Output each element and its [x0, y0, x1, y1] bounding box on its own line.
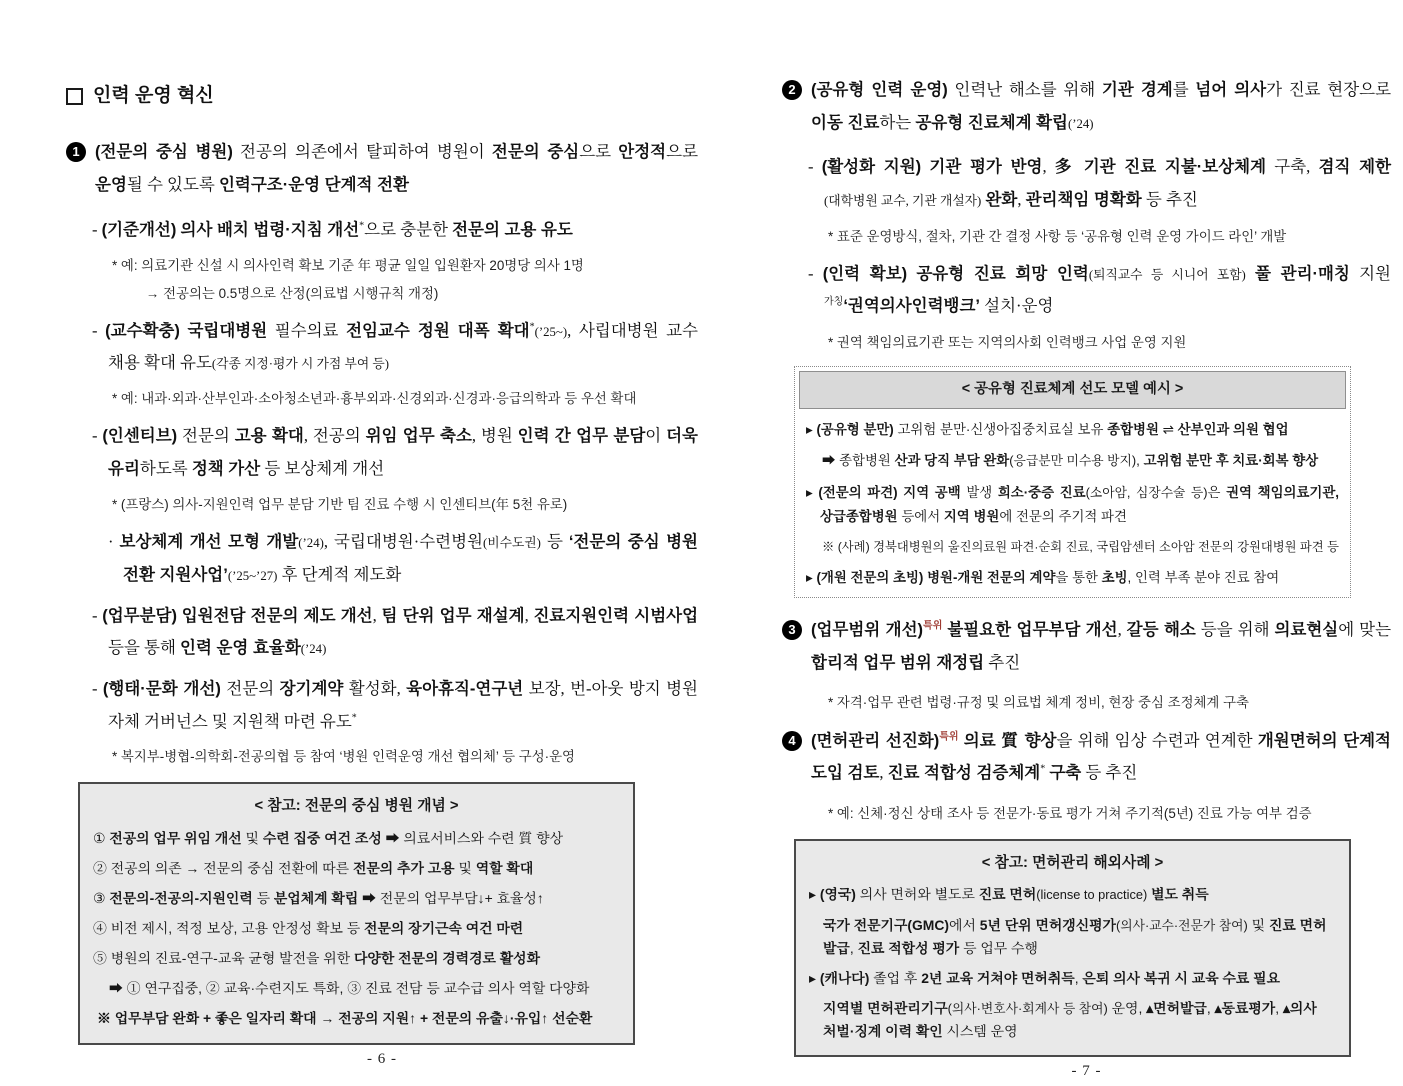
- item-number-badge: 3: [782, 620, 802, 640]
- text-run: ,: [1074, 969, 1083, 986]
- reference-box-line: [93, 917, 620, 940]
- sub-item-marker: -: [808, 263, 823, 283]
- reference-box-line: [93, 887, 620, 910]
- text-run: ▴의사 처벌·징계 이력 확인: [823, 999, 1317, 1039]
- text-run: ,: [1117, 620, 1127, 640]
- reference-box-title: < 참고: 전문의 중심 병원 개념 >: [254, 798, 459, 815]
- text-run: 국립대병원: [187, 321, 268, 340]
- sub-item: [92, 673, 698, 737]
- text-run: 이동 진료: [811, 113, 880, 132]
- text-run: ,: [1017, 190, 1026, 210]
- text-run: *: [351, 712, 357, 724]
- page-7: [706, 0, 1403, 1079]
- page-6-content: [66, 78, 698, 1045]
- text-run: 졸업 후: [869, 969, 922, 986]
- text-run: 될 수 있도록: [126, 175, 219, 195]
- text-run: , 병원: [471, 425, 518, 445]
- example-box-title: < 공유형 진료체계 선도 모델 예시 >: [799, 371, 1346, 409]
- reference-box-line: [823, 997, 1336, 1043]
- text-run: 인력 운영 효율화: [180, 639, 301, 658]
- item-number-badge: 1: [66, 142, 86, 162]
- example-box-line: [806, 481, 1339, 530]
- text-run: ③: [93, 890, 110, 907]
- text-run: 분업체계 확립: [273, 890, 359, 907]
- text-run: * 예: 내과·외과·산부인과·소아청소년과·흉부외과·신경외과·신경과·응급의학과 등 우선 확대: [112, 390, 637, 406]
- text-run: 고위험 분만·신생아집중치료실 보유: [893, 421, 1108, 437]
- text-run: (개원 전문의 초빙): [816, 569, 924, 585]
- text-run: 전문의: [177, 425, 235, 445]
- text-run: (퇴직교수 등 시니어 포함): [1088, 267, 1246, 282]
- text-run: 전문의 장기근속 여건 마련: [364, 920, 524, 937]
- text-run: 은퇴 의사 복귀 시 교육 수료 필요: [1082, 969, 1281, 986]
- item-number-badge: 2: [782, 80, 802, 100]
- text-run: ➡ 의료서비스와 수련 質 향상: [381, 830, 564, 846]
- text-run: * 예: 의료기관 신설 시 의사인력 확보 기준 年 평균 일일 입원환자 20명당 의사 1명: [112, 258, 584, 274]
- reference-box-line: [823, 914, 1336, 960]
- text-run: 합리적 업무 범위 재정립: [811, 653, 985, 672]
- numbered-item: [782, 725, 1391, 790]
- text-run: 및: [1247, 916, 1269, 933]
- text-run: ,: [1136, 453, 1144, 469]
- text-run: 전문의 고용 유도: [452, 220, 573, 239]
- text-run: 지역 공백: [903, 484, 961, 500]
- numbered-item: [782, 614, 1391, 679]
- text-run: ,: [524, 605, 534, 625]
- text-run: ▴면허발급: [1146, 999, 1207, 1016]
- numbered-item: [66, 136, 698, 201]
- text-run: 후 단계적 제도화: [277, 565, 402, 585]
- text-run: 더욱 유리: [108, 426, 698, 478]
- numbered-item-text: [811, 725, 1391, 790]
- text-run: (캐나다): [819, 969, 870, 986]
- text-run: , 국립대병원·수련병원: [323, 532, 483, 552]
- text-run: 고위험 분만 후 치료·회복 향상: [1143, 453, 1319, 469]
- text-run: ,: [1042, 157, 1055, 177]
- text-run: 입원전담 전문의 제도 개선: [181, 606, 373, 625]
- numbered-item-text: [95, 136, 698, 201]
- text-run: * 자격·업무 관련 법령·규정 및 의료법 체계 정비, 현장 중심 조정체계 구축: [828, 695, 1249, 711]
- reference-box-line: [97, 1007, 620, 1030]
- text-run: 등에서: [897, 508, 944, 524]
- text-run: [907, 264, 916, 283]
- text-run: 겸직 제한: [1318, 158, 1392, 177]
- text-run: ④ 비전 제시, 적정 보상, 고용 안정성 확보 등: [93, 920, 365, 937]
- text-run: 설치·운영: [980, 296, 1054, 316]
- text-run: 초빙: [1101, 569, 1128, 585]
- text-run: 활성화,: [343, 679, 407, 699]
- text-run: ⑤ 병원의 진료-연구-교육 균형 발전을 위한: [93, 950, 354, 967]
- text-run: (전문의 파견): [818, 484, 898, 500]
- text-run: (전문의 중심 병원): [95, 143, 233, 162]
- text-run: 진료 면허 발급: [823, 916, 1327, 956]
- text-run: 등 추진: [1081, 763, 1138, 783]
- text-run: 의사 배치 법령·지침 개선: [180, 220, 360, 239]
- text-run: 으로: [666, 142, 699, 162]
- text-run: 및: [454, 860, 476, 877]
- text-run: 진료 면허: [978, 886, 1037, 903]
- text-run: 개원면허의 단계적 도입 검토: [811, 731, 1391, 783]
- text-run: (소아암, 심장수술 등): [1085, 484, 1208, 500]
- text-run: (’25~’27): [227, 569, 278, 584]
- text-run: 보상체계 개선 모형 개발: [119, 533, 299, 552]
- text-run: ⇌: [1158, 421, 1178, 437]
- text-run: 전문의 중심: [491, 143, 580, 162]
- text-run: (공유형 분만): [816, 421, 894, 437]
- reference-box-line: [93, 947, 620, 970]
- text-run: 수련 집중 여건 조성: [262, 830, 382, 846]
- text-run: 별도 취득: [1151, 886, 1209, 903]
- text-run: (대학병원 교수, 기관 개설자): [824, 194, 982, 209]
- text-run: 보장, 번-아웃 방지 병원 자체 거버넌스 및 지원책 마련 유도: [108, 679, 698, 731]
- text-run: ② 전공의 의존 → 전문의 중심 전환에 따른: [93, 860, 353, 877]
- text-run: 진료지원인력 시범사업: [533, 606, 699, 625]
- text-run: 전공의 업무 위임 개선: [109, 830, 242, 846]
- example-box: [794, 366, 1351, 598]
- text-run: 등 보상체계 개선: [260, 458, 385, 478]
- footnote: [828, 331, 1391, 354]
- text-run: 지역별 면허관리기구: [823, 999, 948, 1016]
- text-run: 넘어 의사: [1195, 81, 1267, 99]
- sub-item-marker: -: [92, 679, 103, 699]
- text-run: 종합병원: [1107, 421, 1159, 437]
- text-run: 필수의료: [267, 320, 347, 340]
- footnote: [828, 802, 1391, 825]
- text-run: * 권역 책임의료기관 또는 지역의사회 인력뱅크 사업 운영 지원: [828, 335, 1187, 351]
- text-run: 국가 전문기구(GMC): [823, 916, 950, 933]
- text-run: 공유형 진료 희망 인력: [916, 264, 1089, 283]
- page-number: - 7 -: [1071, 1062, 1102, 1079]
- example-box-line: [822, 449, 1339, 473]
- text-run: ▸: [806, 484, 819, 500]
- text-run: [1246, 264, 1255, 283]
- text-run: 의료 質 향상: [963, 731, 1057, 750]
- footnote: [146, 282, 698, 305]
- text-run: 면허갱신평가: [1035, 916, 1116, 933]
- text-run: ➡ ① 연구집중, ② 교육·수련지도 특화, ③ 진료 전담 등 교수급 의사 역할 다양화: [109, 980, 590, 997]
- text-run: 기관 평가 반영: [929, 158, 1043, 177]
- text-run: 전임교수 정원 대폭 확대: [346, 321, 530, 340]
- text-run: [1075, 157, 1083, 176]
- text-run: *: [1040, 763, 1046, 775]
- text-run: 등: [252, 890, 274, 907]
- reference-box-line: [93, 827, 620, 850]
- text-run: (행태·문화 개선): [102, 680, 221, 699]
- text-run: 등을 위해: [1195, 620, 1275, 640]
- text-run: ,: [372, 605, 382, 625]
- text-run: ▴동료평가: [1214, 999, 1276, 1016]
- text-run: *: [529, 321, 535, 333]
- text-run: ➡ 전문의 업무부담↓+ 효율성↑: [358, 890, 544, 907]
- text-run: * 표준 운영방식, 절차, 기관 간 결정 사항 등 ‘공유형 인력 운영 가이드 라인’ 개발: [828, 228, 1287, 244]
- text-run: ,: [1275, 999, 1283, 1016]
- text-run: 등: [540, 532, 569, 552]
- reference-box-title: < 참고: 면허관리 해외사례 >: [981, 854, 1164, 871]
- text-run: 진료 적합성 검증체계: [887, 764, 1041, 783]
- text-run: 등을 통해: [108, 638, 181, 658]
- example-box-line: [806, 418, 1339, 442]
- text-run: 진료 적합성 평가: [857, 939, 960, 956]
- text-run: 관리책임 명확화: [1025, 191, 1142, 210]
- sub-item: [808, 151, 1391, 216]
- numbered-item-text: [811, 614, 1391, 679]
- text-run: (업무범위 개선): [811, 621, 924, 640]
- text-run: 에 전문의 주기적 파견: [999, 508, 1127, 524]
- text-run: (활성화 지원): [821, 158, 922, 177]
- text-run: 역할 확대: [475, 860, 534, 877]
- footnote: [112, 387, 698, 410]
- text-run: (응급분만 미수용 방지): [1009, 453, 1137, 469]
- text-run: ‘권역의사인력뱅크’: [843, 297, 981, 316]
- text-run: 구축,: [1266, 157, 1319, 177]
- reference-box: [794, 839, 1351, 1057]
- text-run: 장기계약: [279, 680, 344, 699]
- text-run: 인력구조·운영 단계적 전환: [218, 176, 409, 195]
- text-run: (비수도권): [482, 536, 541, 551]
- text-run: 을 통한: [1055, 569, 1102, 585]
- text-run: 전문의-전공의-지원인력: [109, 890, 253, 907]
- text-run: , 전공의: [303, 425, 366, 445]
- text-run: 전공의 의존에서 탈피하여 병원이: [232, 142, 492, 162]
- sub-item-marker: -: [92, 605, 103, 625]
- footnote: [112, 254, 698, 277]
- text-run: 으로: [579, 142, 619, 162]
- text-run: 다양한 전문의 경력경로 활성화: [354, 950, 541, 967]
- text-run: 에서: [949, 916, 980, 933]
- text-run: 의사 면허와 별도로: [855, 886, 979, 903]
- footnote: [828, 225, 1391, 248]
- text-run: 기관 경계: [1101, 81, 1173, 99]
- text-run: 시스템 운영: [942, 1022, 1018, 1039]
- text-run: (의사·교수·전문가 참여): [1115, 917, 1248, 933]
- text-run: ,: [1206, 999, 1215, 1016]
- sub-item-marker: -: [92, 320, 106, 340]
- text-run: 구축: [1049, 764, 1082, 783]
- text-run: ➡ 종합병원: [822, 453, 895, 469]
- text-run: ※ 업무부담 완화 + 좋은 일자리 확대 → 전공의 지원↑ + 전문의 유출↓·유입↑ 선순환: [97, 1010, 593, 1027]
- text-run: ▸: [809, 969, 820, 986]
- text-run: 권역 책임의료기관, 상급종합병원: [820, 484, 1339, 524]
- text-run: (인센티브): [102, 426, 178, 445]
- text-run: 5년 단위: [979, 916, 1032, 933]
- text-run: 전문의: [220, 679, 280, 699]
- reference-box-line: [93, 857, 620, 880]
- sub-item: [92, 600, 698, 665]
- page-7-content: [782, 74, 1391, 1057]
- text-run: (각종 지정·평가 시 가점 부여 등): [211, 357, 390, 372]
- sub-item: [92, 420, 698, 485]
- text-run: 을 위해 임상 수련과 연계한: [1056, 730, 1258, 750]
- section-title: [66, 78, 698, 114]
- text-run: 운영: [95, 176, 127, 195]
- text-run: 고용 확대: [234, 426, 304, 445]
- text-run: 지역 병원: [943, 508, 1000, 524]
- page-number: - 6 -: [367, 1050, 397, 1067]
- text-run: 인력 간 업무 분담: [517, 426, 646, 445]
- text-run: 병원-개원 전문의 계약: [927, 569, 1056, 585]
- text-run: 추진: [984, 652, 1021, 672]
- example-box-content: [799, 409, 1346, 593]
- text-run: 가칭: [824, 296, 844, 308]
- square-bullet-icon: [66, 88, 83, 105]
- text-run: 및: [241, 830, 263, 846]
- text-run: 지원: [1349, 263, 1391, 283]
- text-run: 위임 업무 축소: [365, 426, 472, 445]
- text-run: (’24): [1067, 116, 1094, 131]
- text-run: (면허관리 선진화): [811, 731, 940, 750]
- sub-item: [808, 258, 1391, 323]
- text-run: 으로 충분한: [364, 219, 453, 239]
- text-run: 풀 관리·매칭: [1255, 264, 1350, 283]
- text-run: 육아휴직-연구년: [406, 680, 524, 699]
- text-run: 등 업무 수행: [959, 939, 1038, 956]
- text-run: (기준개선): [101, 220, 177, 239]
- text-run: ※ (사례) 경북대병원의 울진의료원 파견·순회 진료, 국립암센터 소아암 전문의 강원대병원 파견 등: [822, 540, 1339, 555]
- text-run: 희소·중증 진료: [997, 484, 1086, 500]
- text-run: 인력 운영 혁신: [93, 85, 214, 106]
- sub-item-marker: ·: [108, 532, 120, 552]
- text-run: (’24): [298, 536, 324, 551]
- text-run: ①: [93, 830, 110, 846]
- text-run: 多: [1054, 158, 1076, 177]
- text-run: ▸: [806, 569, 817, 585]
- text-run: (교수확충): [105, 321, 180, 340]
- sub-item: [108, 526, 698, 591]
- text-run: 정책 가산: [191, 459, 261, 478]
- reference-box-line: [809, 883, 1336, 906]
- sub-item: [92, 214, 698, 247]
- text-run: (’24): [300, 642, 327, 657]
- text-run: (인력 확보): [822, 264, 908, 283]
- text-run: 공유형 진료체계 확립: [915, 113, 1068, 132]
- text-run: *: [359, 220, 365, 232]
- numbered-item: [782, 74, 1391, 139]
- example-box-line: [822, 536, 1339, 558]
- text-run: 은: [1207, 484, 1227, 500]
- text-run: 의료현실: [1274, 621, 1339, 640]
- text-run: 불필요한 업무부담 개선: [947, 621, 1118, 640]
- text-run: ,: [879, 763, 888, 783]
- footnote: [828, 691, 1391, 714]
- sub-item-marker: -: [92, 219, 102, 239]
- text-run: 운영,: [1107, 999, 1147, 1016]
- reference-box: [78, 782, 635, 1044]
- example-box-line: [806, 566, 1339, 590]
- text-run: 에 맞는: [1338, 620, 1392, 640]
- text-run: , 인력 부족 분야 진료 참여: [1127, 569, 1280, 585]
- reference-box-line: [809, 967, 1336, 990]
- text-run: (영국): [819, 886, 856, 903]
- text-run: ▸: [809, 886, 820, 903]
- sub-item-marker: -: [92, 425, 103, 445]
- text-run: 팀 단위 업무 재설계: [381, 606, 525, 625]
- text-run: 특위: [923, 620, 943, 632]
- item-number-badge: 4: [782, 731, 802, 751]
- text-run: 2년 교육 거쳐야 면허취득: [921, 969, 1075, 986]
- sub-item: [92, 315, 698, 379]
- text-run: 특위: [939, 731, 959, 742]
- text-run: 안정적: [618, 143, 667, 162]
- text-run: ,: [849, 939, 858, 956]
- text-run: 기관 진료 지불·보상체계: [1083, 158, 1267, 177]
- text-run: → 전공의는 0.5명으로 산정(의료법 시행규칙 개정): [146, 285, 439, 301]
- footnote: [112, 493, 698, 516]
- text-run: 전문의 추가 고용: [352, 860, 455, 877]
- text-run: (공유형 인력 운영): [811, 81, 948, 99]
- text-run: 발생: [960, 484, 998, 500]
- text-run: 를: [1172, 80, 1196, 99]
- page-6: [0, 0, 706, 1067]
- reference-box-line: [109, 977, 620, 1000]
- text-run: 산부인과 의원 협업: [1177, 421, 1289, 437]
- text-run: 인력난 해소를 위해: [947, 80, 1102, 99]
- text-run: 하는: [879, 112, 916, 132]
- text-run: * (프랑스) 의사-지원인력 업무 분담 기반 팀 진료 수행 시 인센티브(年 5천 유로): [112, 497, 568, 513]
- text-run: ▸: [806, 421, 817, 437]
- text-run: 갈등 해소: [1126, 621, 1196, 640]
- text-run: ‘전문의 중심 병원 전환 지원사업’: [123, 533, 698, 585]
- text-run: (업무분담): [102, 606, 177, 625]
- numbered-item-text: [811, 74, 1391, 139]
- text-run: * 예: 신체·정신 상태 조사 등 전문가·동료 평가 거쳐 주기적(5년) 진료 가능 여부 검증: [828, 805, 1312, 821]
- text-run: (’25~): [534, 324, 568, 339]
- text-run: 가 진료 현장으로: [1266, 80, 1392, 99]
- text-run: 산과 당직 부담 완화: [894, 453, 1010, 469]
- text-run: (license to practice): [1036, 887, 1148, 903]
- text-run: 하도록: [139, 458, 192, 478]
- text-run: , 사립대병원 교수 채용 확대 유도: [108, 320, 698, 373]
- text-run: 이: [645, 425, 667, 445]
- text-run: (의사·변호사·회계사 등 참여): [947, 1000, 1108, 1016]
- sub-item-marker: -: [808, 157, 822, 177]
- text-run: * 복지부-병협-의학회-전공의협 등 참여 ‘병원 인력운영 개선 협의체’ 등 구성·운영: [112, 749, 575, 765]
- footnote: [112, 745, 698, 768]
- text-run: 완화: [985, 191, 1018, 210]
- text-run: 등 추진: [1141, 190, 1198, 210]
